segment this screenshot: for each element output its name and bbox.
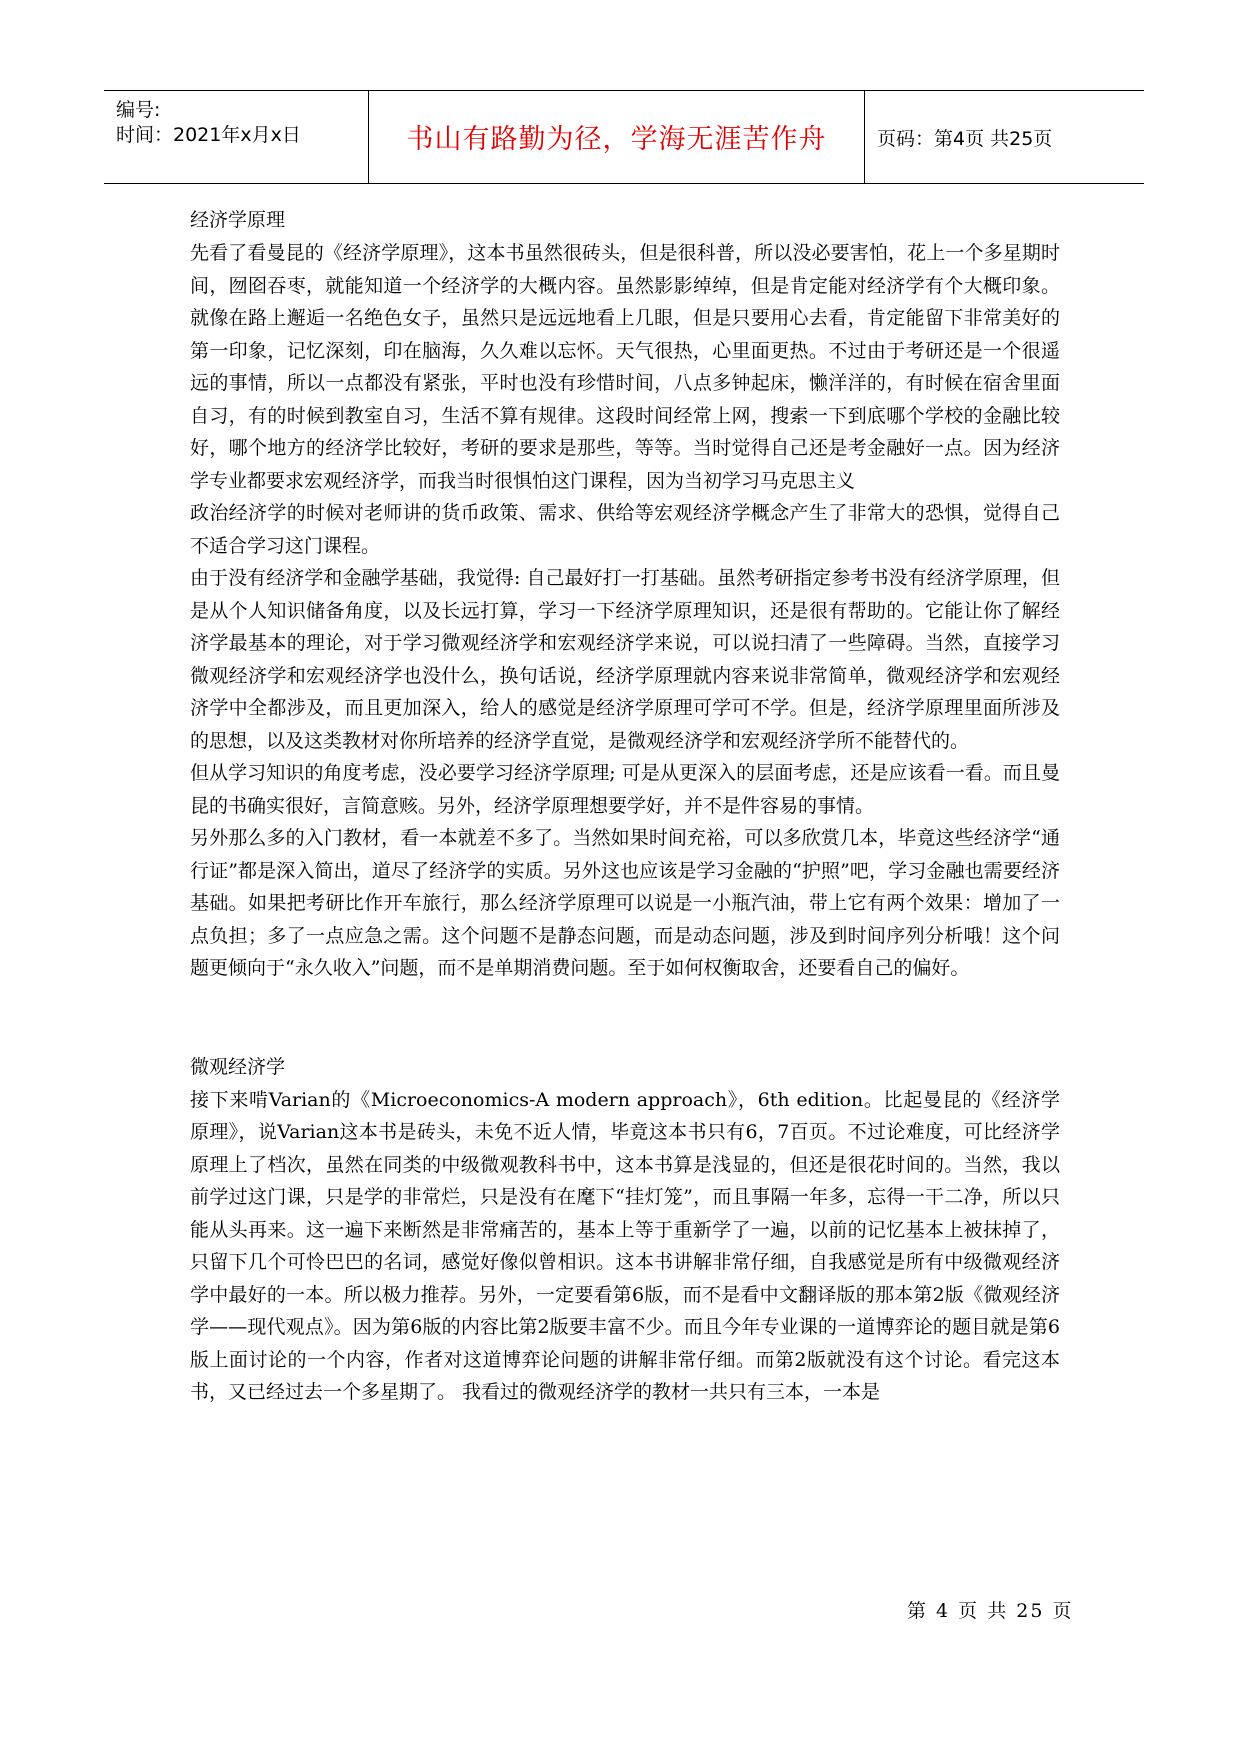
header-right-cell [865,91,1144,183]
header-motto: 书山有路勤为径，学海无涯苦作舟 [406,124,827,155]
paragraph: 另外那么多的入门教材，看一本就差不多了。当然如果时间充裕，可以多欣赏几本，毕竟这些经济学“通行证”都是深入简出，道尽了经济学的实质。另外这也应该是学习金融的“护照”吧，学习金融也需要经济基础。如果把考研比作开车旅行，那么经济学原理可以说是一小瓶汽油，带上它有两个效果：增加了一点负担；多了一点应急之需。这个问题不是静态问题，而是动态问题，涉及到时间序列分析哦！这个问题更倾向于“永久收入”问题，而不是单期消费问题。至于如何权衡取舍，还要看自己的偏好。 [190,827,1060,979]
section-title: 微观经济学 [190,1055,286,1078]
section-spacer [190,985,1060,1051]
header-middle-cell [369,91,865,183]
paragraph: 但从学习知识的角度考虑，没必要学习经济学原理; 可是从更深入的层面考虑，还是应该看一看。而且曼昆的书确实很好，言简意赅。另外，经济学原理想要学好，并不是件容易的事情。 [190,762,1060,817]
paragraph: 由于没有经济学和金融学基础，我觉得: 自己最好打一打基础。虽然考研指定参考书没有经济学原理，但是从个人知识储备角度，以及长远打算，学习一下经济学原理知识，还是很有帮助的。它能让你了解经济学最基本的理论，对于学习微观经济学和宏观经济学来说，可以说扫清了一些障碍。当然，直接学习微观经济学和宏观经济学也没什么，换句话说，经济学原理就内容来说非常简单，微观经济学和宏观经济学中全都涉及，而且更加深入，给人的感觉是经济学原理可学可不学。但是，经济学原理里面所涉及的思想，以及这类教材对你所培养的经济学直觉，是微观经济学和宏观经济学所不能替代的。 [190,567,1060,752]
document-body [190,204,1060,1409]
document-time-label: 时间：2021年x月x日 [116,124,301,146]
header-page-info: 页码：第4页 共25页 [877,128,1053,150]
header-left-cell [104,91,369,183]
paragraph: 政治经济学的时候对老师讲的货币政策、需求、供给等宏观经济学概念产生了非常大的恐惧，觉得自己不适合学习这门课程。 [190,502,1060,557]
section-title: 经济学原理 [190,209,286,231]
page-footer: 第 4 页 共 25 页 [907,1600,1074,1622]
paragraph: 先看了看曼昆的《经济学原理》，这本书虽然很砖头，但是很科普，所以没必要害怕，花上一个多星期时间，囫囵吞枣，就能知道一个经济学的大概内容。虽然影影绰绰，但是肯定能对经济学有个大概印象。就像在路上邂逅一名绝色女子，虽然只是远远地看上几眼，但是只要用心去看，肯定能留下非常美好的第一印象，记忆深刻，印在脑海，久久难以忘怀。天气很热，心里面更热。不过由于考研还是一个很遥远的事情，所以一点都没有紧张，平时也没有珍惜时间，八点多钟起床，懒洋洋的，有时候在宿舍里面自习，有的时候到教室自习，生活不算有规律。这段时间经常上网，搜索一下到底哪个学校的金融比较好，哪个地方的经济学比较好，考研的要求是那些，等等。当时觉得自己还是考金融好一点。因为经济学专业都要求宏观经济学，而我当时很惧怕这门课程，因为当初学习马克思主义 [190,242,1060,492]
page-header [104,90,1144,184]
document-number-label: 编号: [116,99,161,121]
paragraph: 接下来啃Varian的《Microeconomics-A modern approach》，6th edition。比起曼昆的《经济学原理》，说Varian这本书是砖头，未免不近人情，毕竟这本书只有6，7百页。不过论难度，可比经济学原理上了档次，虽然在同类的中级微观教科书中，这本书算是浅显的，但还是很花时间的。当然，我以前学过这门课，只是学的非常烂，只是没有在麾下“挂灯笼”，而且事隔一年多，忘得一干二净，所以只能从头再来。这一遍下来断然是非常痛苦的，基本上等于重新学了一遍，以前的记忆基本上被抹掉了，只留下几个可怜巴巴的名词，感觉好像似曾相识。这本书讲解非常仔细，自我感觉是所有中级微观经济学中最好的一本。所以极力推荐。另外，一定要看第6版，而不是看中文翻译版的那本第2版《微观经济学——现代观点》。因为第6版的内容比第2版要丰富不少。而且今年专业课的一道博弈论的题目就是第6版上面讨论的一个内容，作者对这道博弈论问题的讲解非常仔细。而第2版就没有这个讨论。看完这本书，又已经过去一个多星期了。 我看过的微观经济学的教材一共只有三本，一本是 [190,1088,1060,1403]
